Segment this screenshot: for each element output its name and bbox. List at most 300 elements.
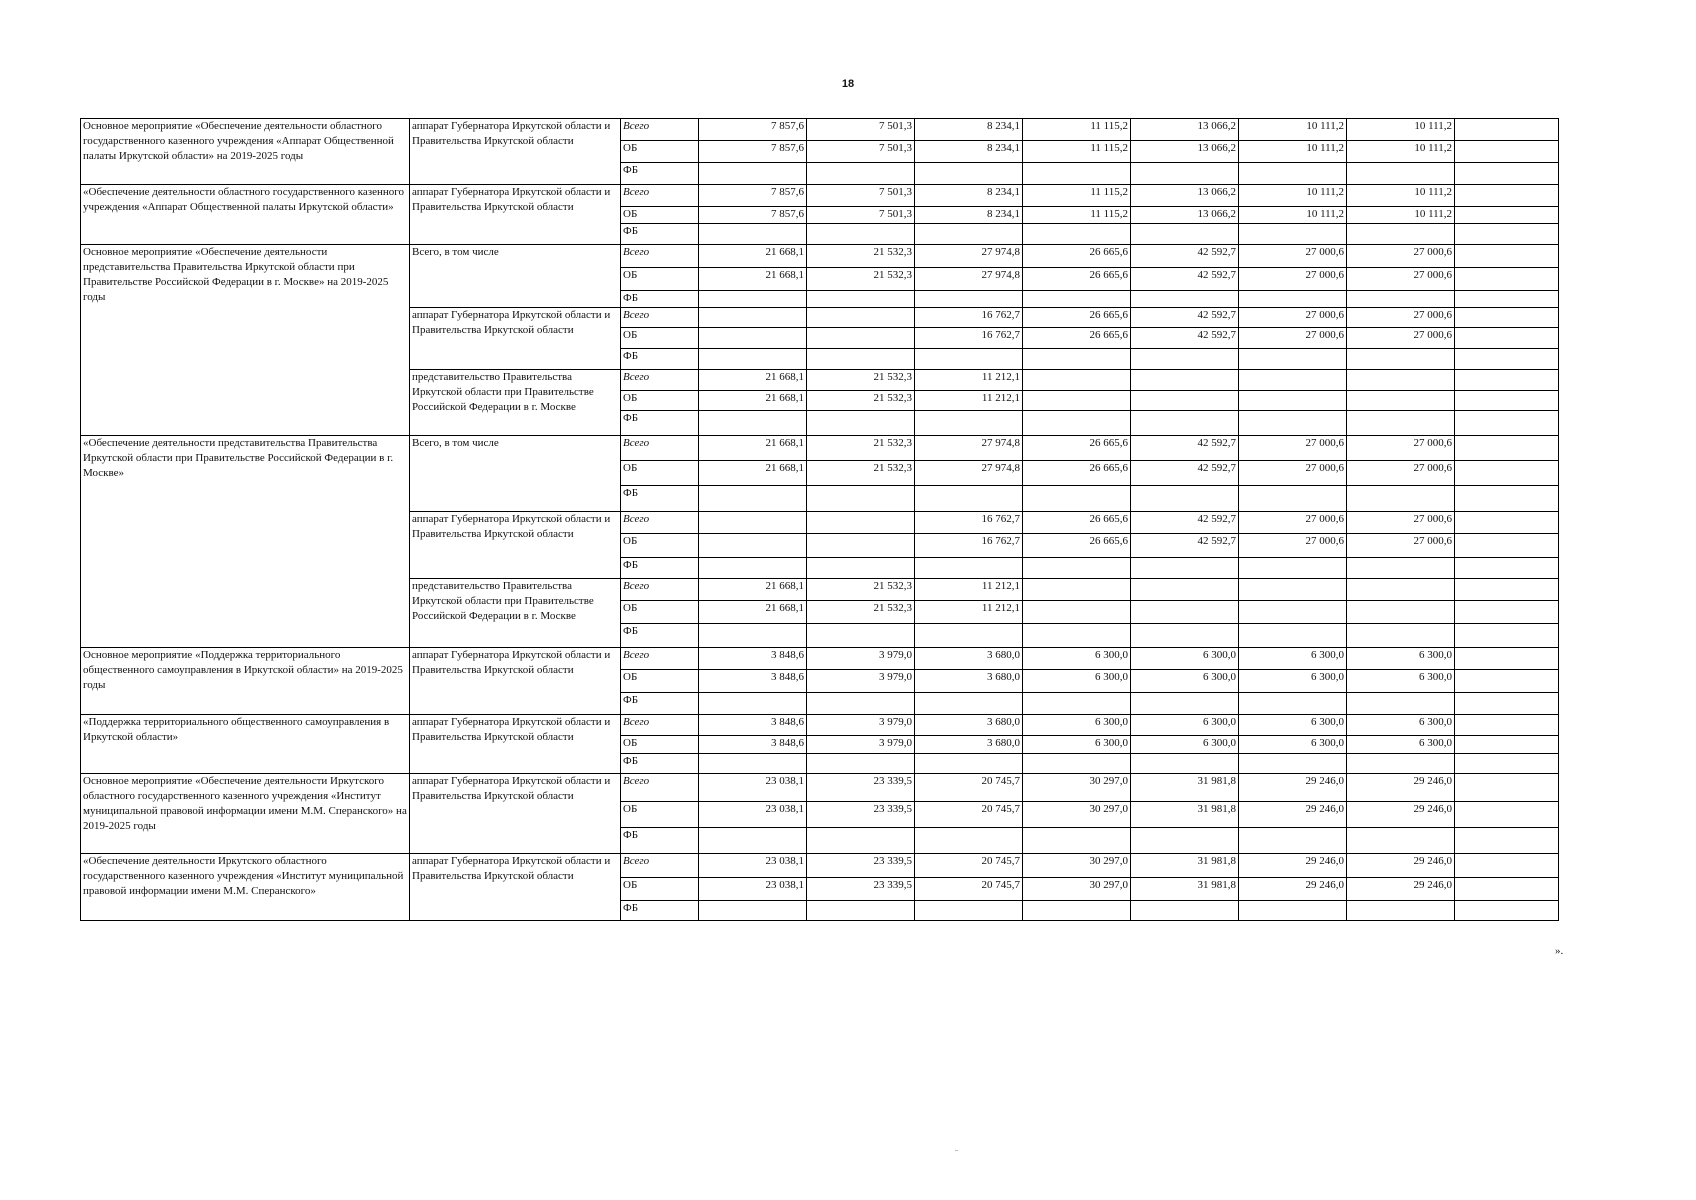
funding-source-cell: ОБ xyxy=(621,391,699,411)
empty-cell xyxy=(1455,754,1559,774)
amount-cell: 30 297,0 xyxy=(1023,854,1131,878)
amount-cell: 23 038,1 xyxy=(699,774,807,802)
amount-cell: 3 848,6 xyxy=(699,736,807,754)
amount-cell: 6 300,0 xyxy=(1131,670,1239,693)
amount-cell: 23 038,1 xyxy=(699,802,807,828)
amount-cell: 42 592,7 xyxy=(1131,461,1239,486)
empty-cell xyxy=(1455,141,1559,163)
amount-cell xyxy=(1347,754,1455,774)
activity-name-cell: Основное мероприятие «Поддержка территориального общественного самоуправления в Иркутской области» на 2019-2025 годы xyxy=(81,648,410,715)
amount-cell xyxy=(915,163,1023,185)
amount-cell: 21 668,1 xyxy=(699,245,807,268)
funding-source-cell: ОБ xyxy=(621,670,699,693)
amount-cell xyxy=(807,534,915,558)
amount-cell xyxy=(1239,558,1347,579)
amount-cell xyxy=(1131,370,1239,391)
amount-cell xyxy=(1347,624,1455,648)
amount-cell xyxy=(807,624,915,648)
activity-name-cell: «Обеспечение деятельности областного государственного казенного учреждения «Аппарат Общественной палаты Иркутской области» xyxy=(81,185,410,245)
amount-cell: 10 111,2 xyxy=(1347,207,1455,224)
amount-cell xyxy=(1239,624,1347,648)
empty-cell xyxy=(1455,349,1559,370)
funding-source-cell: ОБ xyxy=(621,736,699,754)
funding-source-cell: ФБ xyxy=(621,828,699,854)
funding-source-cell: ОБ xyxy=(621,328,699,349)
empty-cell xyxy=(1455,163,1559,185)
amount-cell: 21 668,1 xyxy=(699,461,807,486)
amount-cell: 11 212,1 xyxy=(915,579,1023,601)
amount-cell: 21 668,1 xyxy=(699,391,807,411)
amount-cell xyxy=(1131,291,1239,308)
amount-cell xyxy=(1023,579,1131,601)
amount-cell: 11 212,1 xyxy=(915,370,1023,391)
activity-name-cell: Основное мероприятие «Обеспечение деятельности Иркутского областного государственного казенного учреждения «Институт муниципальной правовой информации имени М.М. Сперанского» на 2019-2025 годы xyxy=(81,774,410,854)
amount-cell: 13 066,2 xyxy=(1131,119,1239,141)
amount-cell xyxy=(1131,901,1239,921)
amount-cell: 13 066,2 xyxy=(1131,141,1239,163)
amount-cell xyxy=(699,411,807,436)
amount-cell: 27 000,6 xyxy=(1239,328,1347,349)
amount-cell xyxy=(1131,579,1239,601)
budget-table xyxy=(80,118,1559,921)
amount-cell xyxy=(915,411,1023,436)
amount-cell: 3 848,6 xyxy=(699,648,807,670)
amount-cell xyxy=(1239,163,1347,185)
amount-cell xyxy=(1347,901,1455,921)
funding-source-cell: Всего xyxy=(621,245,699,268)
funding-source-cell: Всего xyxy=(621,185,699,207)
amount-cell: 26 665,6 xyxy=(1023,245,1131,268)
amount-cell: 29 246,0 xyxy=(1347,878,1455,901)
empty-cell xyxy=(1455,308,1559,328)
amount-cell xyxy=(699,512,807,534)
amount-cell: 11 212,1 xyxy=(915,601,1023,624)
amount-cell: 42 592,7 xyxy=(1131,308,1239,328)
amount-cell xyxy=(1347,828,1455,854)
empty-cell xyxy=(1455,878,1559,901)
amount-cell: 21 668,1 xyxy=(699,579,807,601)
amount-cell: 20 745,7 xyxy=(915,878,1023,901)
funding-source-cell: Всего xyxy=(621,774,699,802)
funding-source-cell: Всего xyxy=(621,512,699,534)
amount-cell: 16 762,7 xyxy=(915,534,1023,558)
amount-cell: 42 592,7 xyxy=(1131,328,1239,349)
amount-cell xyxy=(1239,828,1347,854)
executor-cell: аппарат Губернатора Иркутской области и Правительства Иркутской области xyxy=(410,512,621,579)
amount-cell xyxy=(1131,601,1239,624)
amount-cell: 27 000,6 xyxy=(1347,436,1455,461)
amount-cell xyxy=(1131,349,1239,370)
amount-cell: 21 532,3 xyxy=(807,461,915,486)
activity-name-cell: «Обеспечение деятельности представительства Правительства Иркутской области при Правительстве Российской Федерации в г. Москве» xyxy=(81,436,410,648)
amount-cell: 29 246,0 xyxy=(1239,802,1347,828)
amount-cell xyxy=(1239,411,1347,436)
amount-cell: 6 300,0 xyxy=(1131,736,1239,754)
funding-source-cell: ФБ xyxy=(621,486,699,512)
amount-cell: 6 300,0 xyxy=(1239,670,1347,693)
amount-cell xyxy=(1023,224,1131,245)
funding-source-cell: ОБ xyxy=(621,878,699,901)
amount-cell: 27 000,6 xyxy=(1239,268,1347,291)
amount-cell: 27 000,6 xyxy=(1347,268,1455,291)
amount-cell: 27 000,6 xyxy=(1239,245,1347,268)
amount-cell: 10 111,2 xyxy=(1239,207,1347,224)
amount-cell xyxy=(915,693,1023,715)
amount-cell: 30 297,0 xyxy=(1023,802,1131,828)
funding-source-cell: ФБ xyxy=(621,624,699,648)
funding-source-cell: ФБ xyxy=(621,291,699,308)
amount-cell xyxy=(915,828,1023,854)
amount-cell: 21 532,3 xyxy=(807,436,915,461)
empty-cell xyxy=(1455,207,1559,224)
amount-cell: 11 115,2 xyxy=(1023,185,1131,207)
empty-cell xyxy=(1455,901,1559,921)
empty-cell xyxy=(1455,461,1559,486)
amount-cell: 29 246,0 xyxy=(1347,854,1455,878)
amount-cell xyxy=(1347,486,1455,512)
amount-cell: 13 066,2 xyxy=(1131,185,1239,207)
amount-cell xyxy=(915,349,1023,370)
amount-cell xyxy=(915,486,1023,512)
amount-cell: 3 680,0 xyxy=(915,648,1023,670)
amount-cell xyxy=(1023,486,1131,512)
empty-cell xyxy=(1455,670,1559,693)
amount-cell xyxy=(699,224,807,245)
amount-cell: 30 297,0 xyxy=(1023,774,1131,802)
amount-cell: 26 665,6 xyxy=(1023,534,1131,558)
table-row xyxy=(81,119,1559,141)
amount-cell: 31 981,8 xyxy=(1131,878,1239,901)
empty-cell xyxy=(1455,579,1559,601)
amount-cell: 16 762,7 xyxy=(915,308,1023,328)
activity-name-cell: Основное мероприятие «Обеспечение деятельности представительства Правительства Иркутской области при Правительстве Российской Федерации в г. Москве» на 2019-2025 годы xyxy=(81,245,410,436)
amount-cell xyxy=(1023,901,1131,921)
empty-cell xyxy=(1455,370,1559,391)
amount-cell: 7 501,3 xyxy=(807,207,915,224)
amount-cell xyxy=(1131,391,1239,411)
executor-cell: аппарат Губернатора Иркутской области и Правительства Иркутской области xyxy=(410,308,621,370)
amount-cell xyxy=(807,486,915,512)
amount-cell: 3 979,0 xyxy=(807,670,915,693)
amount-cell xyxy=(699,754,807,774)
amount-cell xyxy=(807,349,915,370)
scan-speck xyxy=(955,1150,958,1151)
amount-cell: 3 680,0 xyxy=(915,670,1023,693)
amount-cell: 6 300,0 xyxy=(1131,715,1239,736)
amount-cell: 27 000,6 xyxy=(1347,461,1455,486)
executor-cell: аппарат Губернатора Иркутской области и Правительства Иркутской области xyxy=(410,119,621,185)
amount-cell: 20 745,7 xyxy=(915,774,1023,802)
amount-cell: 13 066,2 xyxy=(1131,207,1239,224)
amount-cell: 8 234,1 xyxy=(915,141,1023,163)
amount-cell xyxy=(1347,411,1455,436)
amount-cell: 6 300,0 xyxy=(1023,736,1131,754)
amount-cell xyxy=(1239,601,1347,624)
amount-cell xyxy=(807,224,915,245)
empty-cell xyxy=(1455,291,1559,308)
amount-cell xyxy=(699,308,807,328)
amount-cell: 42 592,7 xyxy=(1131,534,1239,558)
amount-cell: 23 038,1 xyxy=(699,854,807,878)
amount-cell: 23 339,5 xyxy=(807,774,915,802)
amount-cell xyxy=(1131,624,1239,648)
amount-cell xyxy=(1023,754,1131,774)
amount-cell xyxy=(1023,558,1131,579)
amount-cell xyxy=(807,411,915,436)
amount-cell xyxy=(1239,349,1347,370)
amount-cell xyxy=(915,901,1023,921)
amount-cell xyxy=(1023,411,1131,436)
empty-cell xyxy=(1455,624,1559,648)
amount-cell xyxy=(1239,579,1347,601)
empty-cell xyxy=(1455,828,1559,854)
empty-cell xyxy=(1455,328,1559,349)
funding-source-cell: Всего xyxy=(621,648,699,670)
executor-cell: аппарат Губернатора Иркутской области и Правительства Иркутской области xyxy=(410,774,621,854)
amount-cell xyxy=(1239,754,1347,774)
amount-cell xyxy=(699,693,807,715)
amount-cell xyxy=(1239,693,1347,715)
amount-cell xyxy=(699,349,807,370)
funding-source-cell: Всего xyxy=(621,370,699,391)
table-row xyxy=(81,185,1559,207)
empty-cell xyxy=(1455,411,1559,436)
amount-cell: 42 592,7 xyxy=(1131,512,1239,534)
amount-cell xyxy=(699,328,807,349)
amount-cell xyxy=(915,291,1023,308)
amount-cell: 3 979,0 xyxy=(807,736,915,754)
empty-cell xyxy=(1455,486,1559,512)
amount-cell: 21 668,1 xyxy=(699,601,807,624)
amount-cell: 21 532,3 xyxy=(807,370,915,391)
amount-cell: 6 300,0 xyxy=(1023,670,1131,693)
amount-cell: 20 745,7 xyxy=(915,854,1023,878)
empty-cell xyxy=(1455,854,1559,878)
amount-cell: 21 668,1 xyxy=(699,370,807,391)
amount-cell: 27 000,6 xyxy=(1347,512,1455,534)
funding-source-cell: ФБ xyxy=(621,693,699,715)
amount-cell: 7 857,6 xyxy=(699,185,807,207)
amount-cell: 23 038,1 xyxy=(699,878,807,901)
table-row xyxy=(81,648,1559,670)
amount-cell: 29 246,0 xyxy=(1347,802,1455,828)
amount-cell xyxy=(807,291,915,308)
funding-source-cell: ФБ xyxy=(621,349,699,370)
empty-cell xyxy=(1455,774,1559,802)
amount-cell: 31 981,8 xyxy=(1131,774,1239,802)
amount-cell: 6 300,0 xyxy=(1347,736,1455,754)
empty-cell xyxy=(1455,268,1559,291)
amount-cell: 27 000,6 xyxy=(1239,534,1347,558)
amount-cell: 23 339,5 xyxy=(807,878,915,901)
executor-cell: представительство Правительства Иркутской области при Правительстве Российской Федерации в г. Москве xyxy=(410,370,621,436)
empty-cell xyxy=(1455,224,1559,245)
empty-cell xyxy=(1455,558,1559,579)
amount-cell: 29 246,0 xyxy=(1239,774,1347,802)
amount-cell: 42 592,7 xyxy=(1131,268,1239,291)
amount-cell xyxy=(1131,411,1239,436)
amount-cell: 11 115,2 xyxy=(1023,141,1131,163)
amount-cell: 21 532,3 xyxy=(807,391,915,411)
funding-source-cell: Всего xyxy=(621,854,699,878)
amount-cell: 21 668,1 xyxy=(699,436,807,461)
executor-cell: аппарат Губернатора Иркутской области и Правительства Иркутской области xyxy=(410,854,621,921)
empty-cell xyxy=(1455,436,1559,461)
amount-cell: 6 300,0 xyxy=(1347,648,1455,670)
amount-cell: 6 300,0 xyxy=(1239,648,1347,670)
amount-cell: 3 680,0 xyxy=(915,736,1023,754)
amount-cell: 21 532,3 xyxy=(807,268,915,291)
amount-cell xyxy=(807,328,915,349)
amount-cell: 27 000,6 xyxy=(1239,512,1347,534)
empty-cell xyxy=(1455,715,1559,736)
amount-cell: 26 665,6 xyxy=(1023,436,1131,461)
amount-cell: 6 300,0 xyxy=(1239,715,1347,736)
amount-cell xyxy=(1131,224,1239,245)
amount-cell xyxy=(1347,370,1455,391)
amount-cell: 7 501,3 xyxy=(807,119,915,141)
amount-cell xyxy=(1239,486,1347,512)
amount-cell xyxy=(699,534,807,558)
amount-cell xyxy=(1239,224,1347,245)
amount-cell: 27 974,8 xyxy=(915,245,1023,268)
empty-cell xyxy=(1455,648,1559,670)
funding-source-cell: Всего xyxy=(621,715,699,736)
amount-cell: 8 234,1 xyxy=(915,185,1023,207)
empty-cell xyxy=(1455,601,1559,624)
amount-cell xyxy=(1131,163,1239,185)
executor-cell: Всего, в том числе xyxy=(410,245,621,308)
amount-cell xyxy=(1023,370,1131,391)
amount-cell: 29 246,0 xyxy=(1239,878,1347,901)
amount-cell: 27 000,6 xyxy=(1347,534,1455,558)
amount-cell: 7 857,6 xyxy=(699,119,807,141)
amount-cell xyxy=(807,512,915,534)
closing-quote: ». xyxy=(1555,945,1564,957)
amount-cell xyxy=(1347,579,1455,601)
amount-cell: 21 532,3 xyxy=(807,245,915,268)
empty-cell xyxy=(1455,534,1559,558)
amount-cell: 20 745,7 xyxy=(915,802,1023,828)
funding-source-cell: ОБ xyxy=(621,141,699,163)
amount-cell: 26 665,6 xyxy=(1023,328,1131,349)
amount-cell xyxy=(807,308,915,328)
amount-cell xyxy=(699,624,807,648)
amount-cell xyxy=(915,224,1023,245)
amount-cell: 21 532,3 xyxy=(807,601,915,624)
amount-cell: 26 665,6 xyxy=(1023,268,1131,291)
amount-cell xyxy=(1239,370,1347,391)
amount-cell: 11 115,2 xyxy=(1023,207,1131,224)
amount-cell xyxy=(1023,291,1131,308)
amount-cell: 10 111,2 xyxy=(1347,119,1455,141)
funding-source-cell: ОБ xyxy=(621,534,699,558)
table-row xyxy=(81,774,1559,802)
amount-cell xyxy=(699,558,807,579)
amount-cell xyxy=(1131,828,1239,854)
amount-cell xyxy=(1347,349,1455,370)
amount-cell: 27 000,6 xyxy=(1347,308,1455,328)
amount-cell: 10 111,2 xyxy=(1239,185,1347,207)
amount-cell: 3 979,0 xyxy=(807,648,915,670)
funding-source-cell: ОБ xyxy=(621,268,699,291)
amount-cell: 42 592,7 xyxy=(1131,245,1239,268)
funding-source-cell: ФБ xyxy=(621,163,699,185)
executor-cell: аппарат Губернатора Иркутской области и Правительства Иркутской области xyxy=(410,715,621,774)
amount-cell xyxy=(915,754,1023,774)
amount-cell xyxy=(1023,624,1131,648)
amount-cell xyxy=(1131,754,1239,774)
empty-cell xyxy=(1455,119,1559,141)
amount-cell xyxy=(1131,558,1239,579)
amount-cell xyxy=(699,291,807,308)
amount-cell xyxy=(1347,601,1455,624)
amount-cell xyxy=(807,558,915,579)
funding-source-cell: ФБ xyxy=(621,411,699,436)
amount-cell xyxy=(807,754,915,774)
amount-cell: 7 501,3 xyxy=(807,185,915,207)
amount-cell xyxy=(1347,391,1455,411)
amount-cell xyxy=(807,828,915,854)
amount-cell xyxy=(915,624,1023,648)
amount-cell xyxy=(915,558,1023,579)
amount-cell: 30 297,0 xyxy=(1023,878,1131,901)
amount-cell: 6 300,0 xyxy=(1023,648,1131,670)
amount-cell: 23 339,5 xyxy=(807,854,915,878)
amount-cell xyxy=(1347,693,1455,715)
amount-cell: 7 857,6 xyxy=(699,207,807,224)
amount-cell xyxy=(807,163,915,185)
empty-cell xyxy=(1455,185,1559,207)
amount-cell: 10 111,2 xyxy=(1239,119,1347,141)
amount-cell xyxy=(807,693,915,715)
amount-cell: 31 981,8 xyxy=(1131,802,1239,828)
amount-cell: 8 234,1 xyxy=(915,119,1023,141)
funding-source-cell: Всего xyxy=(621,579,699,601)
amount-cell xyxy=(699,901,807,921)
amount-cell xyxy=(699,163,807,185)
amount-cell xyxy=(1239,391,1347,411)
funding-source-cell: ОБ xyxy=(621,207,699,224)
amount-cell: 6 300,0 xyxy=(1131,648,1239,670)
empty-cell xyxy=(1455,391,1559,411)
empty-cell xyxy=(1455,693,1559,715)
amount-cell: 6 300,0 xyxy=(1347,670,1455,693)
amount-cell: 26 665,6 xyxy=(1023,308,1131,328)
amount-cell: 3 680,0 xyxy=(915,715,1023,736)
amount-cell: 8 234,1 xyxy=(915,207,1023,224)
amount-cell xyxy=(1347,558,1455,579)
funding-source-cell: Всего xyxy=(621,436,699,461)
amount-cell: 3 848,6 xyxy=(699,715,807,736)
amount-cell xyxy=(1023,391,1131,411)
amount-cell xyxy=(1023,163,1131,185)
amount-cell: 27 000,6 xyxy=(1347,328,1455,349)
amount-cell: 27 974,8 xyxy=(915,268,1023,291)
amount-cell: 27 974,8 xyxy=(915,436,1023,461)
funding-source-cell: ОБ xyxy=(621,802,699,828)
table-row xyxy=(81,715,1559,736)
table-row xyxy=(81,436,1559,461)
amount-cell: 10 111,2 xyxy=(1347,185,1455,207)
funding-source-cell: ФБ xyxy=(621,754,699,774)
amount-cell: 27 000,6 xyxy=(1347,245,1455,268)
amount-cell xyxy=(1023,349,1131,370)
empty-cell xyxy=(1455,802,1559,828)
amount-cell: 7 857,6 xyxy=(699,141,807,163)
activity-name-cell: «Обеспечение деятельности Иркутского областного государственного казенного учреждения «Институт муниципальной правовой информации имени М.М. Сперанского» xyxy=(81,854,410,921)
amount-cell xyxy=(1239,291,1347,308)
